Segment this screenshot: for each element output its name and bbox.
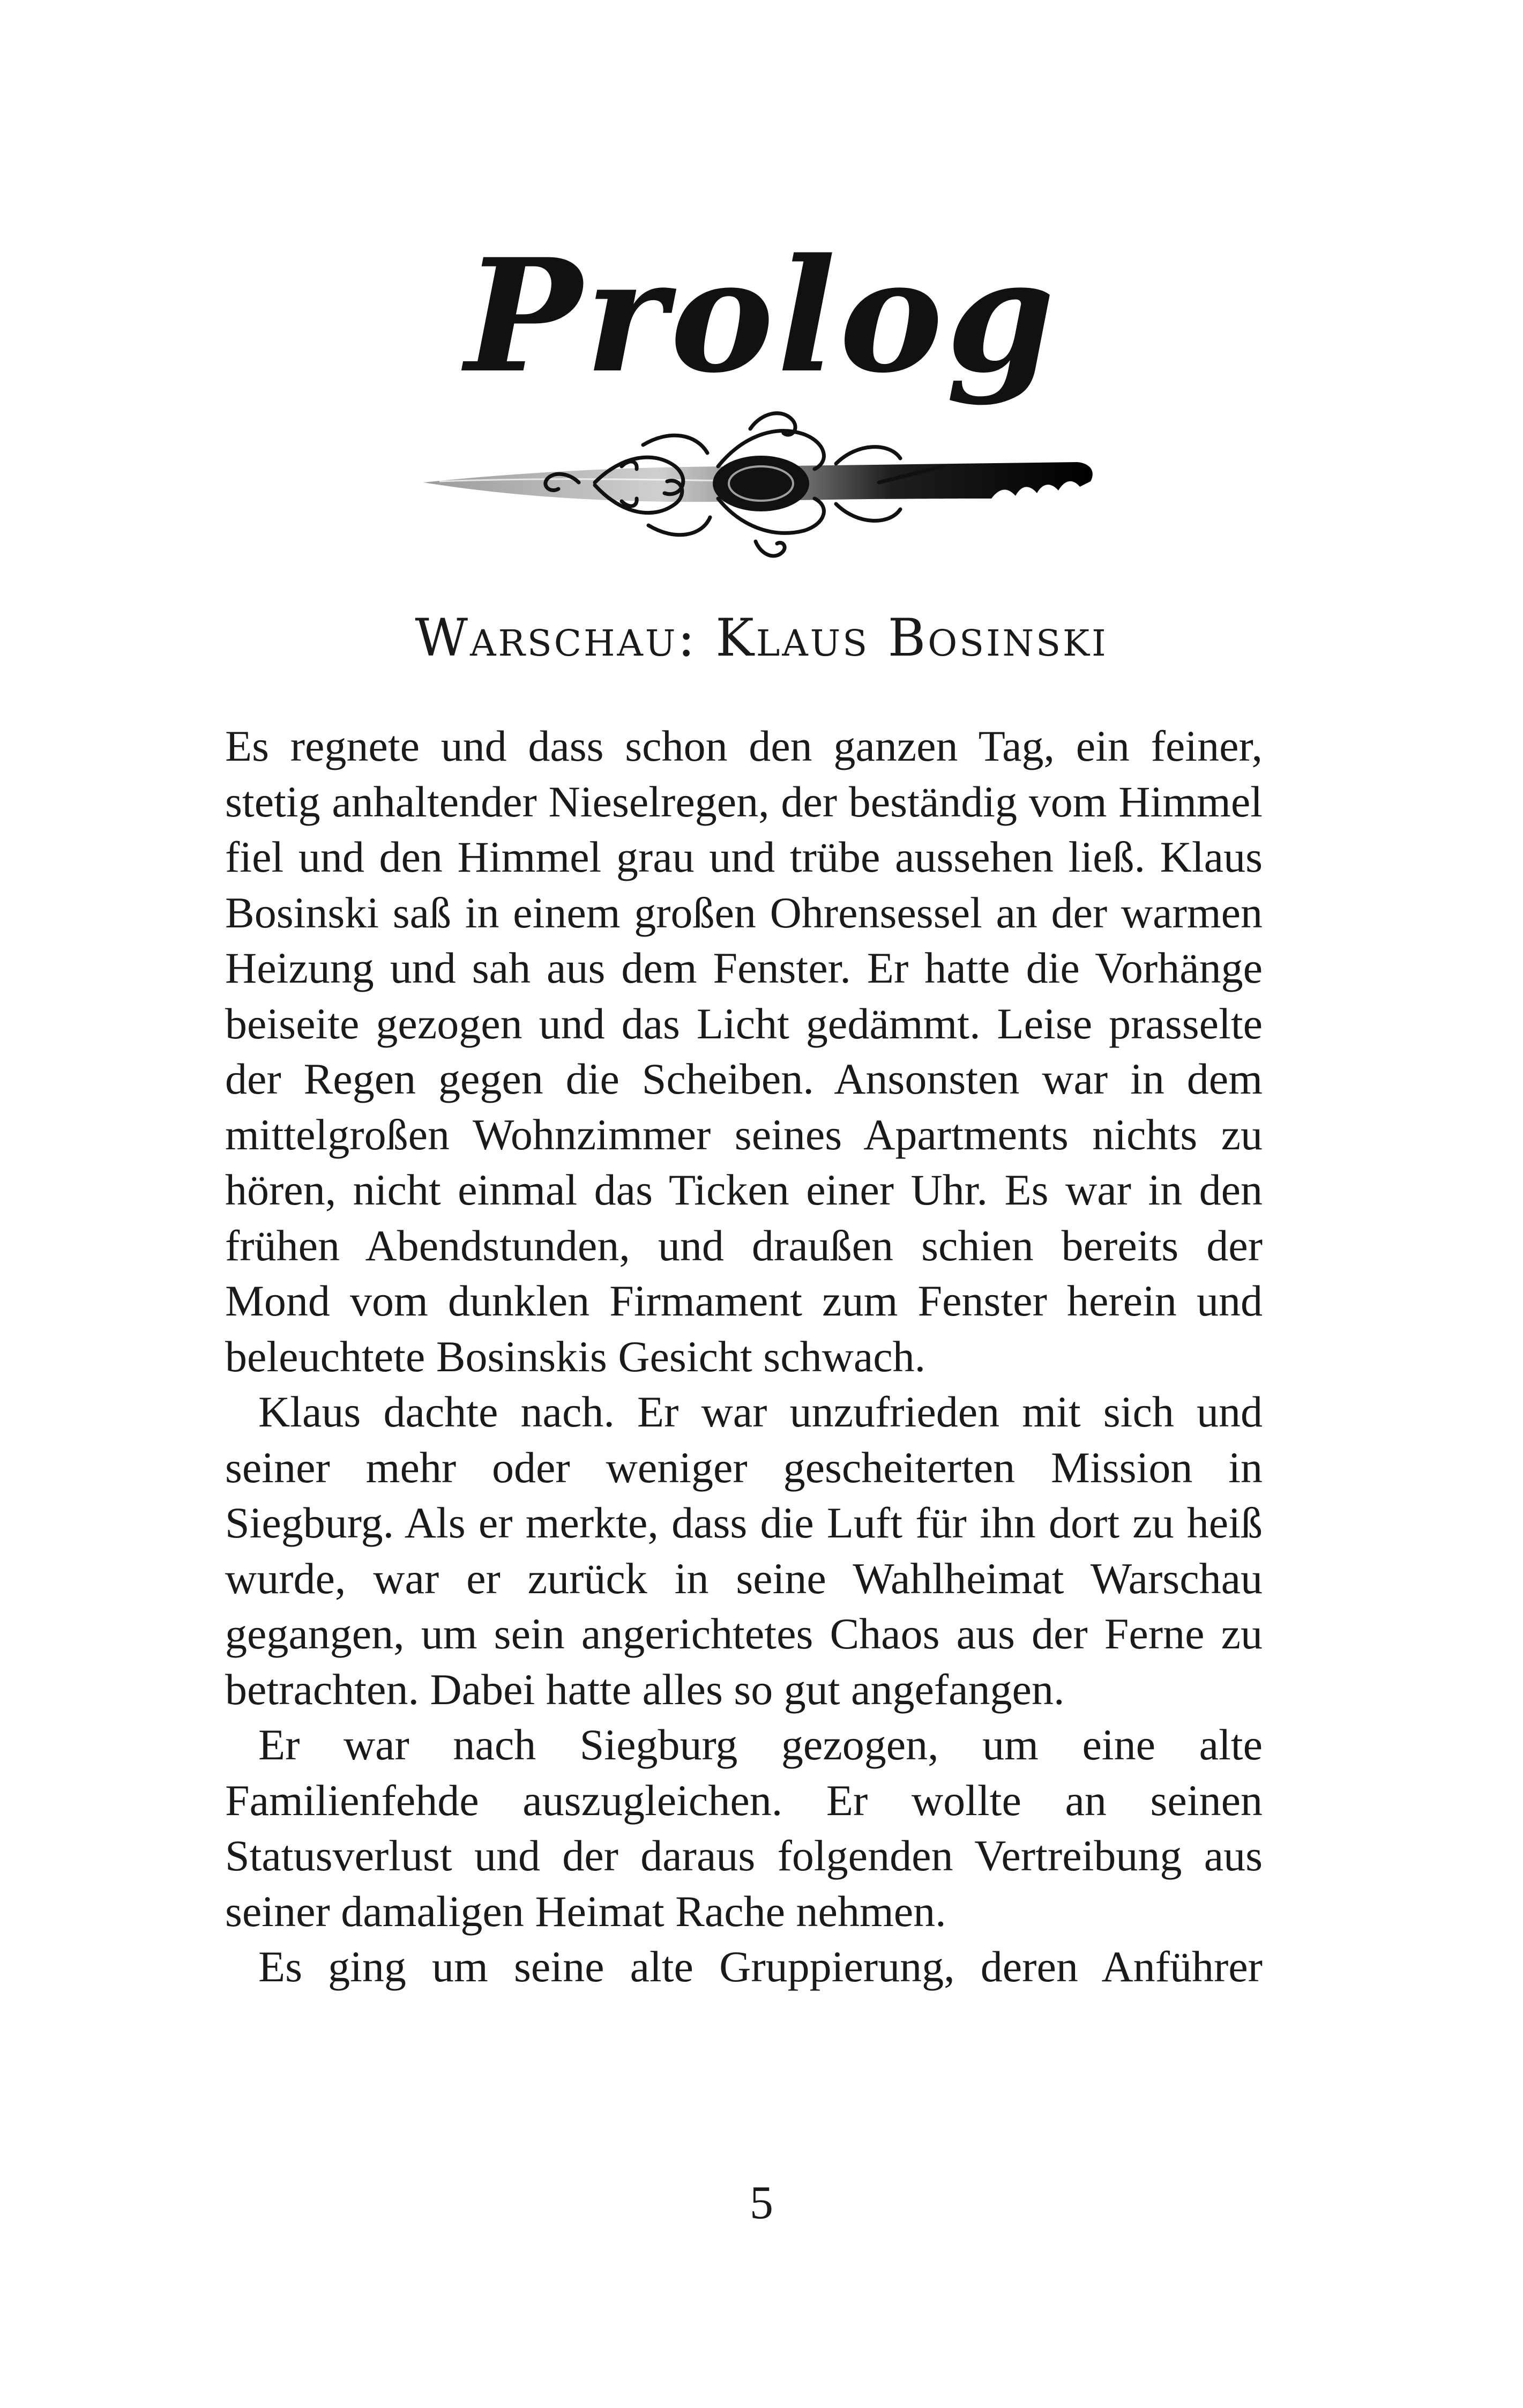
section-heading: Warschau: Klaus Bosinski — [415, 608, 1108, 668]
paragraph-2: Klaus dachte nach. Er war unzufrieden mit sich und seiner mehr oder weniger gescheiterten Mission in Siegburg. Als er merkte, dass die Luft für ihn dort zu heiß wurde, war er zurück in seine Wahlheimat Warschau gegangen, um sein angerichtetes Chaos aus der Ferne zu betrachten. Dabei hatte alles so gut angefangen. — [225, 1387, 1263, 1714]
paragraph-1: Es regnete und dass schon den ganzen Tag, ein feiner, stetig anhaltender Nieselregen, der beständig vom Himmel fiel und den Himmel grau und trübe aussehen ließ. Klaus Bosinski saß in einem großen Ohrensessel an der warmen Heizung und sah aus dem Fenster. Er hatte die Vorhänge beiseite gezogen und das Licht gedämmt. Leise prasselte der Regen gegen die Scheiben. Ansonsten war in dem mittelgroßen Wohnzimmer seines Apartments nichts zu hören, nicht einmal das Ticken einer Uhr. Es war in den frühen Abendstunden, und draußen schien bereits der Mond vom dunklen Firmament zum Fenster herein und beleuchtete Bosinskis Gesicht schwach. — [225, 722, 1263, 1381]
body-text — [225, 718, 1263, 1995]
dagger-ornament-icon — [418, 391, 1104, 568]
page-number: 5 — [750, 2177, 773, 2229]
chapter-title: Prolog — [465, 225, 1058, 407]
paragraph-4: Es ging um seine alte Gruppierung, deren Anführer — [258, 1942, 1263, 1991]
paragraph-3: Er war nach Siegburg gezogen, um eine alte Familienfehde auszugleichen. Er wollte an seinen Statusverlust und der daraus folgenden Vertreibung aus seiner damaligen Heimat Rache nehmen. — [225, 1720, 1263, 1936]
